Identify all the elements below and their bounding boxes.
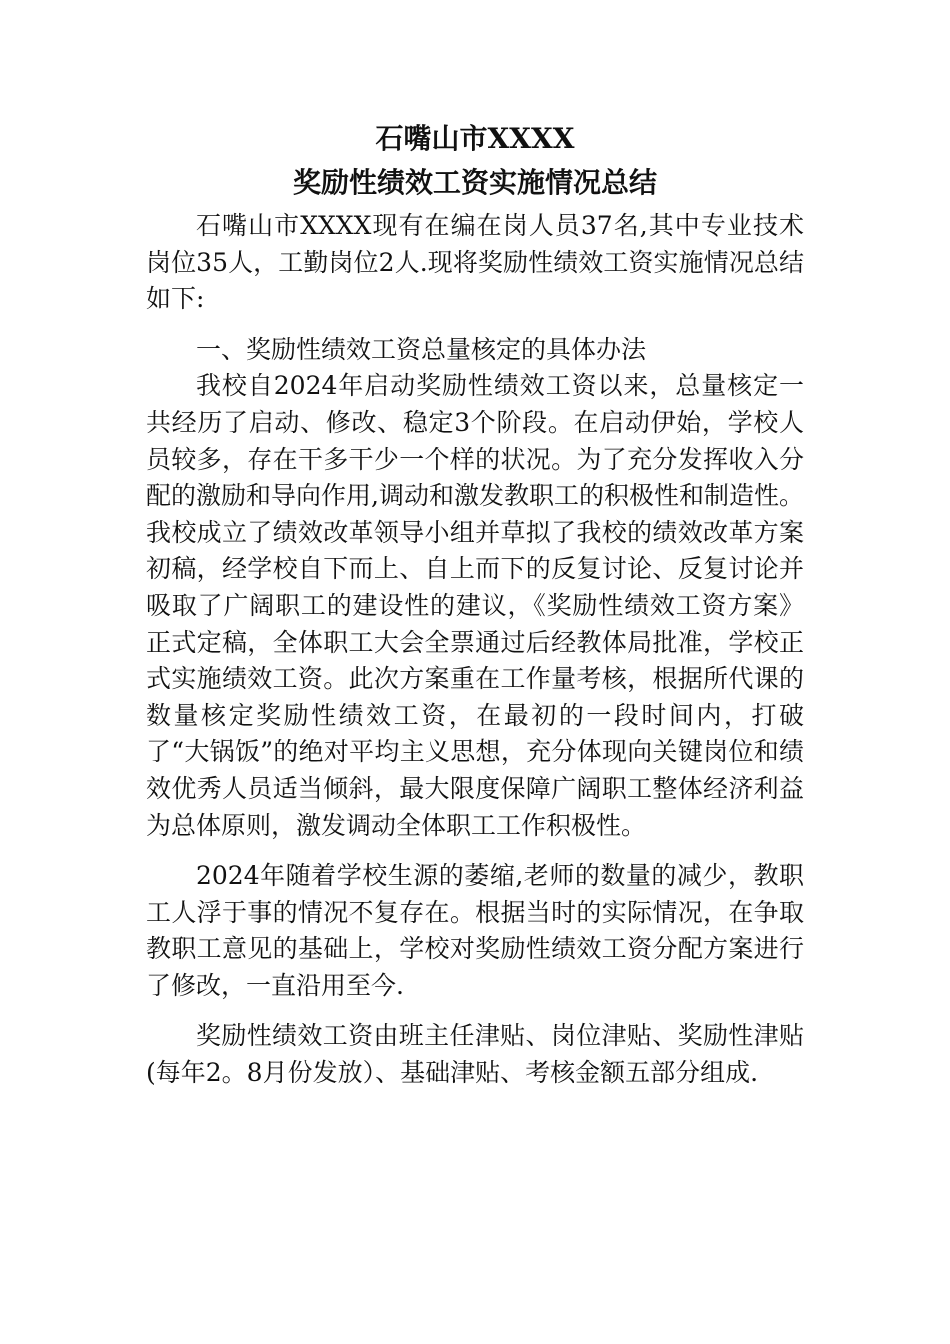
- document-page: [146, 118, 804, 1092]
- paragraph-revision: 2024年随着学校生源的萎缩,老师的数量的减少，教职工人浮于事的情况不复存在。根据当时的实际情况，在争取教职工意见的基础上，学校对奖励性绩效工资分配方案进行了修改，一直沿用至今.: [146, 861, 804, 1000]
- paragraph-intro: 石嘴山市XXXX现有在编在岗人员37名,其中专业技术岗位35人，工勤岗位2人.现将奖励性绩效工资实施情况总结如下:: [146, 211, 804, 314]
- paragraph-composition: 奖励性绩效工资由班主任津贴、岗位津贴、奖励性津贴(每年2。8月份发放）、基础津贴、考核金额五部分组成.: [146, 1021, 804, 1088]
- section-heading-1: 一、奖励性绩效工资总量核定的具体办法: [196, 334, 647, 364]
- paragraph-history: 我校自2024年启动奖励性绩效工资以来，总量核定一共经历了启动、修改、稳定3个阶段。在启动伊始，学校人员较多，存在干多干少一个样的状况。为了充分发挥收入分配的激励和导向作用,调动和激发教职工的积极性和制造性。我校成立了绩效改革领导小组并草拟了我校的绩效改革方案初稿，经学校自下而上、自上而下的反复讨论、反复讨论并吸取了广阔职工的建设性的建议，《奖励性绩效工资方案》正式定稿，全体职工大会全票通过后经教体局批准，学校正式实施绩效工资。此次方案重在工作量考核，根据所代课的数量核定奖励性绩效工资，在最初的一段时间内，打破了“大锅饭”的绝对平均主义思想，充分体现向关键岗位和绩效优秀人员适当倾斜，最大限度保障广阔职工整体经济利益为总体原则，激发调动全体职工工作积极性。: [146, 371, 804, 840]
- document-title-line2: 奖励性绩效工资实施情况总结: [292, 166, 657, 199]
- document-title-line1: 石嘴山市XXXX: [375, 122, 575, 155]
